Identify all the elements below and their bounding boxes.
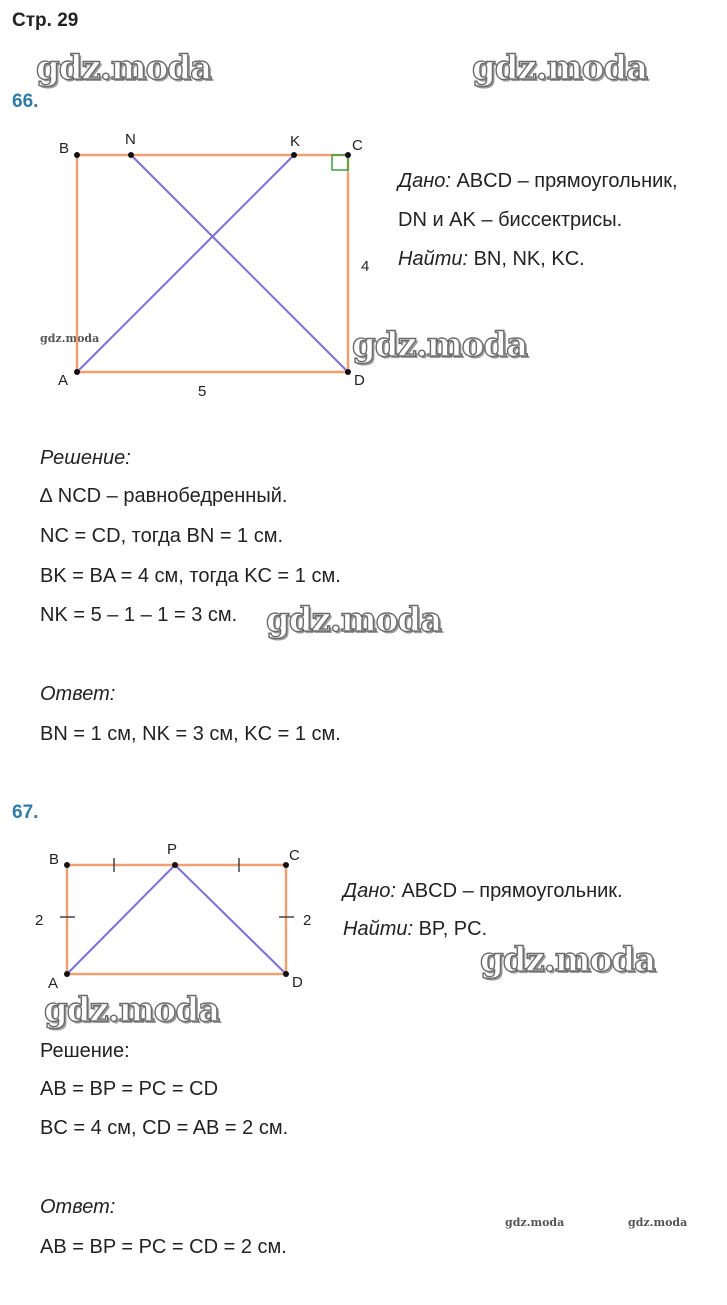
point-a [64,971,70,977]
solution-line: ∆ NCD – равнобедренный. [40,485,288,507]
given-text: ABCD – прямоугольник. [401,880,623,902]
given-66-line2: DN и AK – биссектрисы. [398,209,623,231]
find-label: Найти: [343,918,414,940]
solution-line: NK = 5 – 1 – 1 = 3 см. [40,604,238,626]
task-number-66: 66. [12,91,39,112]
solution-line: BC = 4 см, CD = AB = 2 см. [40,1117,289,1139]
label-side-cd: 4 [361,258,370,275]
watermark-small: gdz.moda [628,1216,688,1229]
watermark: gdz.moda [472,48,648,88]
label-p: P [167,841,178,858]
answer-label-66: Ответ: [40,683,116,705]
point-b [64,862,70,868]
given-label: Дано: [398,170,451,192]
solution-label-67: Решение: [40,1040,130,1062]
segment-ap [67,865,175,974]
answer-67: AB = BP = PC = CD = 2 см. [40,1236,287,1258]
watermark: gdz.moda [480,940,656,980]
task-number-67: 67. [12,802,39,823]
watermark: gdz.moda [36,48,212,88]
watermark-small: gdz.moda [40,332,100,345]
solution-line: NC = CD, тогда BN = 1 см. [40,525,284,547]
answer-66: BN = 1 см, NK = 3 см, KC = 1 см. [40,723,341,745]
label-c: C [352,137,363,154]
label-b: B [49,851,60,868]
solution-line: BK = BA = 4 см, тогда KC = 1 см. [40,565,341,587]
solution-label-66: Решение: [40,447,131,469]
rectangle-abcd [67,865,286,974]
find-text: BN, NK, KC. [473,248,585,270]
find-text: BP, PC. [418,918,488,940]
label-side-cd: 2 [303,912,312,929]
given-67 [343,880,623,903]
watermark-small: gdz.moda [505,1216,565,1229]
watermark: gdz.moda [266,600,442,640]
find-67 [343,918,487,941]
watermark: gdz.moda [44,990,220,1030]
label-n: N [125,131,136,148]
find-label: Найти: [398,248,469,270]
label-b: B [59,140,70,157]
solution-line: AB = BP = PC = CD [40,1078,219,1100]
point-p [172,862,178,868]
label-d: D [292,974,303,991]
label-a: A [48,975,59,992]
label-side-ab: 2 [35,912,44,929]
label-k: K [290,133,301,150]
watermark: gdz.moda [352,325,528,365]
point-d [283,971,289,977]
label-d: D [354,372,365,389]
given-text: ABCD – прямоугольник, [456,170,678,192]
label-a: A [58,372,69,389]
label-c: C [289,847,300,864]
answer-label-67: Ответ: [40,1196,116,1218]
given-label: Дано: [343,880,396,902]
segment-pd [175,865,286,974]
page-title: Стр. 29 [12,10,79,31]
label-side-ad: 5 [198,383,207,400]
